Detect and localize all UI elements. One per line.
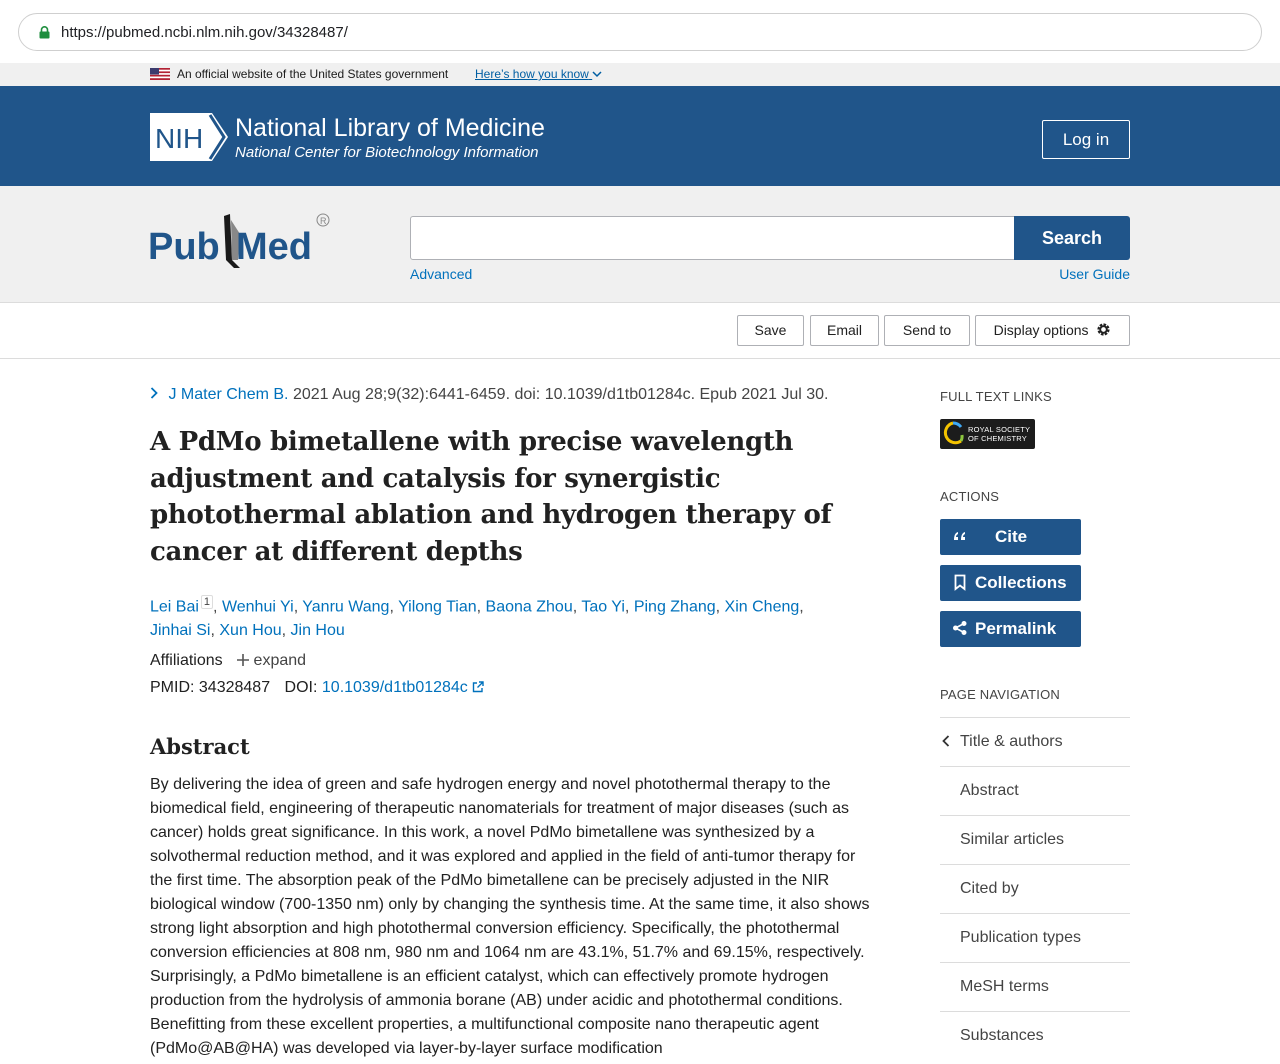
affiliations-row xyxy=(150,652,306,670)
user-guide-link[interactable]: User Guide xyxy=(1059,266,1130,282)
how-you-know-label: Here’s how you know xyxy=(475,67,589,81)
search-area xyxy=(0,186,1280,303)
doi-value: 10.1039/d1tb01284c xyxy=(321,679,468,696)
author-link[interactable]: Ping Zhang xyxy=(633,598,716,616)
affiliations-expand-toggle[interactable] xyxy=(237,652,306,669)
full-text-links-heading: FULL TEXT LINKS xyxy=(940,389,1052,404)
pmid-value: 34328487 xyxy=(198,679,271,696)
collections-label: Collections xyxy=(975,573,1067,592)
svg-text:Med: Med xyxy=(236,226,312,268)
external-link-icon xyxy=(472,681,484,693)
collections-button[interactable] xyxy=(940,565,1081,601)
author-link[interactable]: Yilong Tian xyxy=(398,598,477,616)
chevron-down-icon xyxy=(592,71,602,78)
plus-icon xyxy=(237,654,249,666)
pubmed-logo-icon xyxy=(148,208,338,276)
article-title: A PdMo bimetallene with precise wavelength adjustment and catalysis for synergistic photothermal ablation and hydrogen therapy of cancer at different depths xyxy=(150,427,832,567)
doi-label: DOI: xyxy=(284,679,318,696)
nav-item-abstract[interactable] xyxy=(940,766,1130,815)
author-link[interactable]: Jin Hou xyxy=(290,622,345,640)
nav-item-mesh-terms[interactable] xyxy=(940,962,1130,1011)
nav-item-cited-by[interactable] xyxy=(940,864,1130,913)
share-icon xyxy=(952,620,968,636)
nav-item-label: Abstract xyxy=(960,782,1019,799)
author-link[interactable]: Xun Hou xyxy=(219,622,282,640)
author-link[interactable]: Lei Bai xyxy=(150,598,199,616)
author-link[interactable]: Tao Yi xyxy=(581,598,625,616)
affiliations-label: Affiliations xyxy=(150,652,223,669)
save-button[interactable]: Save xyxy=(737,315,804,346)
gov-banner-text: An official website of the United States government xyxy=(177,67,449,81)
author-link[interactable]: Baona Zhou xyxy=(485,598,573,616)
rsc-full-text-link[interactable] xyxy=(940,419,1035,449)
nav-item-label: MeSH terms xyxy=(960,978,1049,995)
journal-link[interactable]: J Mater Chem B. xyxy=(168,386,289,403)
gear-icon xyxy=(1096,322,1111,337)
abstract-heading: Abstract xyxy=(150,734,250,759)
chevron-right-icon[interactable] xyxy=(150,386,162,403)
nav-item-similar-articles[interactable] xyxy=(940,815,1130,864)
nih-header xyxy=(0,86,1280,186)
display-options-button[interactable] xyxy=(975,315,1130,346)
nih-logo-text: NIH xyxy=(155,123,204,154)
nav-item-label: Title & authors xyxy=(960,733,1063,750)
citation-line xyxy=(150,386,829,404)
ncbi-subtitle: National Center for Biotechnology Information xyxy=(235,144,539,161)
nlm-title[interactable]: National Library of Medicine xyxy=(235,114,545,142)
author-link[interactable]: Wenhui Yi xyxy=(221,598,294,616)
identifiers-row xyxy=(150,679,484,697)
nav-item-label: Similar articles xyxy=(960,831,1065,848)
author-link[interactable]: Xin Cheng xyxy=(724,598,800,616)
send-to-button[interactable]: Send to xyxy=(884,315,970,346)
abstract-text: By delivering the idea of green and safe hydrogen energy and novel photothermal therapy to the biomedical field, engineering of therapeutic nanomaterials for treatment of major diseases (such as cancer) holds great significance. In this work, a novel PdMo bimetallene was synthesized by a solvothermal reduction method, and it was explored and applied in the field of anti-tumor therapy for the first time. The absorption peak of the PdMo bimetallene can be precisely adjusted in the NIR biological window (700-1350 nm) only by changing the synthesis time. At the same time, it also shows strong light absorption and high photothermal conversion efficiency. Specifically, the photothermal conversion efficiencies at 808 nm, 980 nm and 1064 nm are 43.1%, 51.7% and 69.15%, respectively. Surprisingly, a PdMo bimetallene is an efficient catalyst, which can effectively promote hydrogen production from the hydrolysis of ammonia borane (AB) under acidic and photothermal conditions. Benefitting from these excellent properties, a multifunctional composite nano therapeutic agent (PdMo@AB@HA) was developed via layer-by-layer surface modification xyxy=(150,776,870,1057)
rsc-line1: ROYAL SOCIETY xyxy=(968,425,1031,434)
bookmark-icon xyxy=(952,574,968,591)
svg-text:Pub: Pub xyxy=(148,226,220,268)
display-options-label: Display options xyxy=(993,322,1089,338)
affiliation-number[interactable]: 1 xyxy=(201,595,213,609)
page-navigation-heading: PAGE NAVIGATION xyxy=(940,687,1061,702)
nav-item-label: Publication types xyxy=(960,929,1081,946)
us-flag-icon xyxy=(150,68,170,80)
chevron-left-icon xyxy=(942,735,950,747)
nav-item-label: Cited by xyxy=(960,880,1019,897)
email-button[interactable]: Email xyxy=(810,315,879,346)
how-you-know-link[interactable] xyxy=(475,67,602,81)
search-input[interactable] xyxy=(410,216,1015,260)
nih-logo[interactable] xyxy=(150,113,228,161)
nav-item-substances[interactable] xyxy=(940,1011,1130,1060)
nav-item-label: Substances xyxy=(960,1027,1044,1044)
browser-toolbar xyxy=(0,0,1280,63)
doi-link[interactable] xyxy=(322,679,484,696)
author-link[interactable]: Yanru Wang xyxy=(302,598,390,616)
pmid-label: PMID: xyxy=(150,679,195,696)
url-text[interactable]: https://pubmed.ncbi.nlm.nih.gov/34328487/ xyxy=(61,24,348,41)
advanced-search-link[interactable]: Advanced xyxy=(410,266,473,282)
address-bar[interactable] xyxy=(18,13,1262,51)
citation-details: 2021 Aug 28;9(32):6441-6459. doi: 10.1039/d1tb01284c. Epub 2021 Jul 30. xyxy=(292,386,829,403)
quote-icon xyxy=(952,528,968,544)
actions-heading: ACTIONS xyxy=(940,489,1000,504)
nih-logo-icon xyxy=(150,113,228,161)
lock-icon xyxy=(39,26,50,39)
gov-banner xyxy=(0,63,1280,86)
rsc-line2: OF CHEMISTRY xyxy=(968,434,1027,443)
expand-label: expand xyxy=(253,652,307,669)
page-navigation-list xyxy=(940,717,1130,1060)
login-button[interactable]: Log in xyxy=(1042,120,1130,159)
permalink-label: Permalink xyxy=(975,619,1057,638)
author-link[interactable]: Jinhai Si xyxy=(150,622,211,640)
authors-list: Lei Bai $^1$ , Wenhui Yi, Yanru Wang, Yilong Tian, Baona Zhou, Tao Yi, Ping Zhang, Xin Cheng, Jinhai Si, Xun Hou, Jin Hou xyxy=(150,596,804,640)
article-actions-bar xyxy=(0,303,1280,359)
cite-label: Cite xyxy=(995,527,1028,546)
svg-text:R: R xyxy=(320,216,327,226)
nav-item-title-authors[interactable] xyxy=(940,717,1130,766)
pubmed-logo[interactable] xyxy=(148,208,338,276)
search-button[interactable]: Search xyxy=(1014,216,1130,260)
permalink-button[interactable] xyxy=(940,611,1081,647)
cite-button[interactable] xyxy=(940,519,1081,555)
nav-item-publication-types[interactable] xyxy=(940,913,1130,962)
